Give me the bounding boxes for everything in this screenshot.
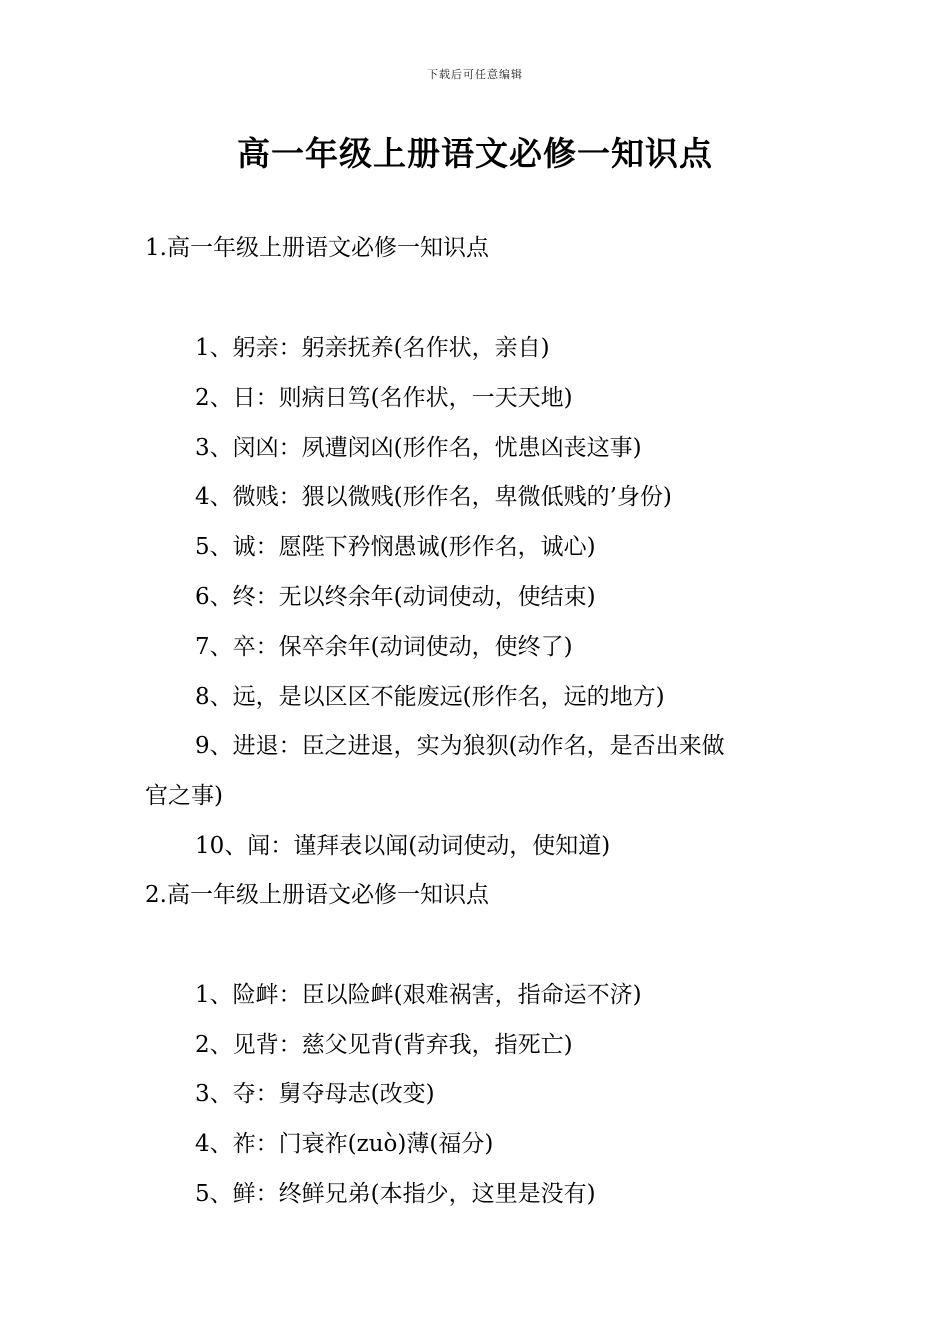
header-note: 下载后可任意编辑: [427, 68, 523, 81]
list-item: 8、远，是以区区不能废远(形作名，远的地方): [195, 684, 665, 710]
list-item: 5、鲜：终鲜兄弟(本指少，这里是没有): [195, 1181, 596, 1207]
document-title: 高一年级上册语文必修一知识点: [237, 134, 713, 173]
list-item-continuation: 官之事): [145, 783, 223, 809]
list-item: 5、诚：愿陛下矜悯愚诚(形作名，诚心): [195, 534, 596, 560]
list-item: 4、祚：门衰祚(zuò)薄(福分): [195, 1131, 494, 1157]
list-item: 10、闻：谨拜表以闻(动词使动，使知道): [195, 833, 611, 859]
list-item: 3、夺：舅夺母志(改变): [195, 1081, 435, 1107]
list-item: 3、闵凶：夙遭闵凶(形作名，忧患凶丧这事): [195, 435, 642, 461]
section-heading-2: 2.高一年级上册语文必修一知识点: [145, 882, 489, 908]
list-item: 4、微贱：猥以微贱(形作名，卑微低贱的’身份): [195, 484, 672, 510]
list-item: 7、卒：保卒余年(动词使动，使终了): [195, 634, 573, 660]
list-item: 1、躬亲：躬亲抚养(名作状，亲自): [195, 335, 550, 361]
list-item: 1、险衅：臣以险衅(艰难祸害，指命运不济): [195, 982, 642, 1008]
list-item: 2、日：则病日笃(名作状，一天天地): [195, 385, 573, 411]
section-heading-1: 1.高一年级上册语文必修一知识点: [145, 235, 489, 261]
list-item: 9、进退：臣之进退，实为狼狈(动作名，是否出来做: [195, 733, 725, 759]
list-item: 6、终：无以终余年(动词使动，使结束): [195, 584, 596, 610]
list-item: 2、见背：慈父见背(背弃我，指死亡): [195, 1032, 573, 1058]
